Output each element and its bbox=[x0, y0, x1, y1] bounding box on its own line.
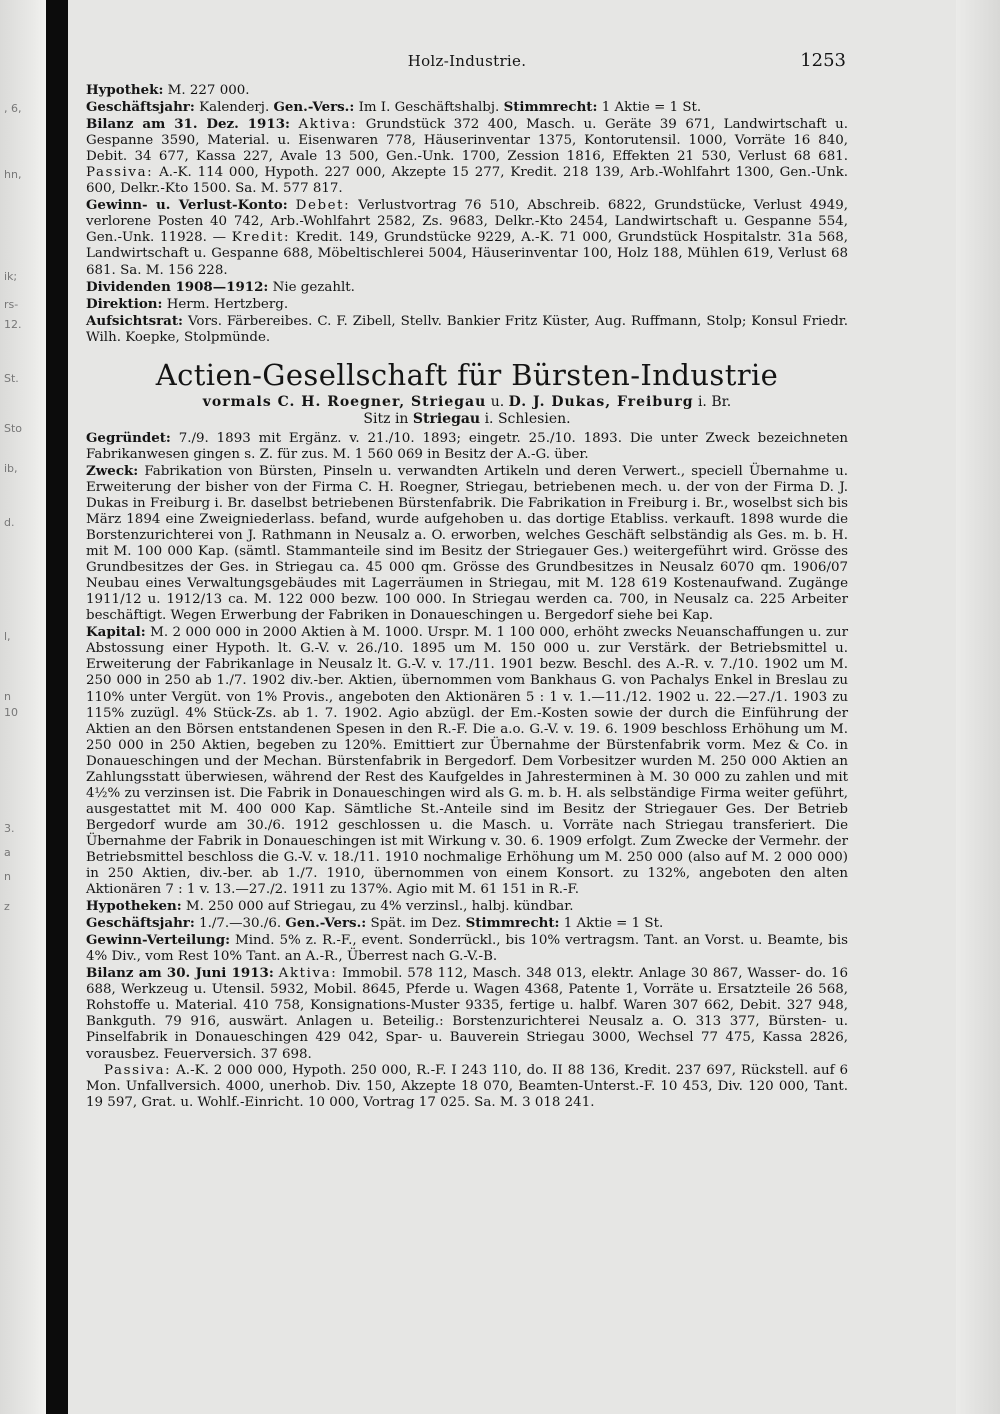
previous-company-entry bbox=[86, 82, 848, 346]
subtitle-dukas: D. J. Dukas, Freiburg bbox=[508, 393, 694, 410]
margin-fragment: , 6, bbox=[4, 102, 22, 115]
aufsichtsrat-label: Aufsichtsrat: bbox=[86, 312, 183, 329]
margin-fragment: St. bbox=[4, 372, 19, 385]
zweck-paragraph bbox=[86, 463, 848, 624]
passiva-word-2: Passiva: bbox=[104, 1062, 172, 1078]
direktion-line bbox=[86, 296, 848, 313]
genvers-label-2: Gen.-Vers.: bbox=[285, 915, 367, 932]
direktion-label: Direktion: bbox=[86, 295, 163, 312]
genvers-text: Im I. Geschäftshalbj. bbox=[358, 100, 500, 116]
zweck-label: Zweck: bbox=[86, 462, 139, 479]
geschaeftsjahr-text-2: 1./7.—30./6. bbox=[199, 916, 282, 932]
left-margin-scrap bbox=[0, 0, 46, 1414]
kapital-label: Kapital: bbox=[86, 624, 146, 641]
geschaeftsjahr-label-2: Geschäftsjahr: bbox=[86, 915, 195, 932]
direktion-text: Herm. Hertzberg. bbox=[166, 296, 289, 312]
margin-fragment: l, bbox=[4, 630, 11, 643]
page-number: 1253 bbox=[800, 50, 846, 71]
passiva-paragraph-2 bbox=[86, 1063, 848, 1111]
hypothek-label: Hypothek: bbox=[86, 82, 164, 98]
aufsichtsrat-text: Vors. Färbereibes. C. F. Zibell, Stellv. Bankier Fritz Küster, Aug. Ruffmann, Stolp; Konsul Friedr. Wilh. Koepke, Stolpmünde. bbox=[86, 313, 848, 345]
stimmrecht-label: Stimmrecht: bbox=[503, 99, 598, 116]
margin-fragment: n bbox=[4, 690, 11, 703]
subtitle-former-names: vormals C. H. Roegner, Striegau bbox=[202, 393, 487, 410]
margin-fragment: 3. bbox=[4, 822, 15, 835]
hypothek-line bbox=[86, 82, 848, 99]
dividenden-text: Nie gezahlt. bbox=[272, 279, 355, 295]
margin-fragment: d. bbox=[4, 516, 15, 529]
bilanz-aktiva-text-2: Immobil. 578 112, Masch. 348 013, elektr. Anlage 30 867, Wasser- do. 16 688, Werkzeug u. Utensil. 5932, Mobil. 8645, Pferde u. Wagen 4368, Patente 1, Vorräte u. Ersatzteile 26 568, Rohstoffe u. Material. 410 758, Konsignations-Muster 9335, fertige u. halbf. Waren 307 662, Debit. 327 948, Bankguth. 79 916, auswärt. Anlagen u. Beteilig.: Borstenzurichterei Neusalz a. O. 313 377, Bürsten- u. Pinselfabrik in Donaueschingen 429 042, Spar- u. Bauverein Striegau 3000, Wechsel 77 475, Kassa 2826, vorausbez. Feuerversich. 37 698. bbox=[86, 966, 848, 1062]
bilanz-label-2: Bilanz am 30. Juni 1913: bbox=[86, 965, 274, 982]
page-content bbox=[72, 52, 862, 1111]
geschaeftsjahr-text: Kalenderj. bbox=[199, 100, 270, 116]
aktiva-word-2: Aktiva: bbox=[278, 966, 338, 982]
binding-gutter bbox=[46, 0, 68, 1414]
section-title: Holz-Industrie. bbox=[407, 52, 527, 70]
bilanz-passiva-text-2: A.-K. 2 000 000, Hypoth. 250 000, R.-F. I 243 110, do. II 88 136, Kredit. 237 697, Rückstell. auf 6 Mon. Unfallversich. 4000, unerhob. Div. 150, Akzepte 18 070, Beamten-Unterst.-F. 10 453, Div. 120 000, Tant. 19 597, Grat. u. Wohlf.-Einricht. 10 000, Vortrag 17 025. Sa. M. 3 018 241. bbox=[86, 1062, 848, 1110]
dividenden-label: Dividenden 1908—1912: bbox=[86, 278, 269, 295]
seat-city: Striegau bbox=[412, 410, 481, 427]
margin-fragment: a bbox=[4, 846, 11, 859]
bilanz-paragraph bbox=[86, 116, 848, 197]
margin-fragment: 12. bbox=[4, 318, 22, 331]
gewinn-verteilung-paragraph bbox=[86, 932, 848, 965]
zweck-text: Fabrikation von Bürsten, Pinseln u. verwandten Artikeln und deren Verwert., speciell Übernahme u. Erweiterung der bisher von der Firma C. H. Roegner, Striegau, betriebenen mech. u. der von der Firma D. J. Dukas in Freiburg i. Br. daselbst betriebenen Bürstenfabrik. Die Fabrikation in Freiburg i. Br., woselbst sich bis März 1894 eine Zweigniederlass. befand, wurde aufgehoben u. das dortige Etabliss. verkauft. 1898 wurde die Borstenzurichterei von J. Rathmann in Neusalz a. O. erworben, welches Geschäft selbständig als Ges. m. b. H. mit M. 100 000 Kap. (sämtl. Stammanteile sind im Besitz der Striegauer Ges.) weitergeführt wird. Grösse des Grundbesitzes der Ges. in Striegau ca. 45 000 qm. Grösse des Grundbesitzes in Neusalz 6070 qm. 1906/07 Neubau eines Verwaltungsgebäudes mit Lagerräumen in Striegau, mit M. 128 619 Kostenaufwand. Zugänge 1911/12 u. 1912/13 ca. M. 122 000 bezw. 100 000. In Striegau werden ca. 700, in Neusalz ca. 225 Arbeiter beschäftigt. Wegen Erwerbung der Fabriken in Donaueschingen u. Bergedorf siehe bei Kap. bbox=[86, 463, 849, 624]
subtitle-location: i. Br. bbox=[697, 393, 732, 410]
margin-fragment: ib, bbox=[4, 462, 18, 475]
gegruendet-label: Gegründet: bbox=[86, 429, 171, 446]
guv-debet-text: Verlustvortrag 76 510, Abschreib. 6822, Grundstücke, Verlust 4949, verlorene Posten 40 742, Arb.-Wohlfahrt 2582, Zs. 9683, Delkr.-Kto 2454, Landwirtschaft u. Gespanne 554, Gen.-Unk. 11928. — bbox=[86, 198, 848, 246]
geschaeftsjahr-label: Geschäftsjahr: bbox=[86, 99, 195, 116]
genvers-text-2: Spät. im Dez. bbox=[370, 916, 462, 932]
guv-label: Gewinn- u. Verlust-Konto: bbox=[86, 197, 288, 214]
aufsichtsrat-line bbox=[86, 313, 848, 346]
debet-word: Debet: bbox=[295, 198, 351, 214]
seat-suffix: i. Schlesien. bbox=[484, 410, 571, 427]
kredit-word: Kredit: bbox=[231, 230, 291, 246]
company-heading: Actien-Gesellschaft für Bürsten-Industrie bbox=[155, 357, 779, 392]
right-page-edge bbox=[956, 0, 1000, 1414]
guv-paragraph bbox=[86, 197, 848, 278]
company-seat bbox=[72, 411, 862, 428]
company-entry bbox=[86, 430, 848, 1111]
gegruendet-paragraph bbox=[86, 430, 848, 463]
bilanz-paragraph-2 bbox=[86, 965, 848, 1062]
aktiva-word: Aktiva: bbox=[298, 117, 358, 133]
bilanz-passiva-text: A.-K. 114 000, Hypoth. 227 000, Akzepte 15 277, Kredit. 218 139, Arb.-Wohlfahrt 1300, Gen.-Unk. 600, Delkr.-Kto 1500. Sa. M. 577 817. bbox=[86, 165, 848, 197]
hypotheken-line bbox=[86, 898, 848, 915]
gegruendet-text: 7./9. 1893 mit Ergänz. v. 21./10. 1893; eingetr. 25./10. 1893. Die unter Zweck bezeichneten Fabrikanwesen gingen s. Z. für zus. M. 1 560 069 in Besitz der A.-G. über. bbox=[86, 430, 848, 462]
hypotheken-text: M. 250 000 auf Striegau, zu 4% verzinsl., halbj. kündbar. bbox=[185, 899, 574, 915]
gewinn-verteilung-label: Gewinn-Verteilung: bbox=[86, 932, 231, 949]
genvers-label: Gen.-Vers.: bbox=[273, 99, 355, 116]
guv-kredit-text: Kredit. 149, Grundstücke 9229, A.-K. 71 000, Grundstück Hospitalstr. 31a 568, Landwirtschaft u. Gespanne 688, Möbeltischlerei 5004, Häuserinventar 100, Holz 188, Mühlen 619, Verlust 68 681. Sa. M. 156 228. bbox=[86, 230, 848, 278]
stimmrecht-text: 1 Aktie = 1 St. bbox=[601, 100, 702, 116]
margin-fragment: rs- bbox=[4, 298, 19, 311]
passiva-word: Passiva: bbox=[86, 165, 154, 181]
running-header bbox=[72, 52, 862, 82]
margin-fragment: 10 bbox=[4, 706, 18, 719]
kapital-paragraph bbox=[86, 624, 848, 898]
margin-fragment: n bbox=[4, 870, 11, 883]
margin-fragment: Sto bbox=[4, 422, 23, 435]
hypothek-text: M. 227 000. bbox=[167, 83, 250, 98]
stimmrecht-label-2: Stimmrecht: bbox=[465, 915, 560, 932]
subtitle-and: u. bbox=[490, 393, 505, 410]
bilanz-label: Bilanz am 31. Dez. 1913: bbox=[86, 116, 290, 133]
stimmrecht-text-2: 1 Aktie = 1 St. bbox=[563, 916, 664, 932]
gewinn-verteilung-text: Mind. 5% z. R.-F., event. Sonderrückl., bis 10% vertragsm. Tant. an Vorst. u. Beamte, bis 4% Div., vom Rest 10% Tant. an A.-R., Überrest nach G.-V.-B. bbox=[86, 933, 848, 965]
geschaeftsjahr-line-2 bbox=[86, 915, 848, 932]
seat-prefix: Sitz in bbox=[363, 410, 409, 427]
margin-fragment: ik; bbox=[4, 270, 18, 283]
dividenden-line bbox=[86, 279, 848, 296]
margin-fragment: z bbox=[4, 900, 10, 913]
kapital-text: M. 2 000 000 in 2000 Aktien à M. 1000. Urspr. M. 1 100 000, erhöht zwecks Neuanschaffungen u. zur Abstossung einer Hypoth. lt. G.-V. v. 26./10. 1895 um M. 150 000 u. zur Verstärk. der Betriebsmittel u. Erweiterung der Fabrikanlage in Neusalz lt. G.-V. v. 17./11. 1901 bezw. Beschl. des A.-R. v. 7./10. 1902 um M. 250 000 in 250 ab 1./7. 1902 div.-ber. Aktien, übernommen vom Bankhaus G. von Pachalys Enkel in Breslau zu 110% unter Vergüt. von 1% Provis., angeboten den Aktionären 5 : 1 v. 1.—11./12. 1902 u. 22.—27./1. 1903 zu 115% zuzügl. 4% Stück-Zs. ab 1. 7. 1902. Agio abzügl. der Em.-Kosten sowie der durch die Einführung der Aktien an den Börsen entstandenen Spesen in den R.-F. Die a.o. G.-V. v. 19. 6. 1909 beschloss Erhöhung um M. 250 000 in 250 Aktien, begeben zu 120%. Emittiert zur Übernahme der Bürstenfabrik vorm. Mez & Co. in Donaueschingen und der Mechan. Bürstenfabrik in Bergedorf. Dem Vorbesitzer wurden M. 250 000 Aktien an Zahlungsstatt überwiesen, während der Rest des Kaufgeldes in Jahresterminen à M. 30 000 zu zahlen und mit 4½% zu verzinsen ist. Die Fabrik in Donaueschingen wird als G. m. b. H. als selbständige Firma weiter geführt, ausgestattet mit M. 400 000 Kap. Sämtliche St.-Anteile sind im Besitz der Striegauer Ges. Der Betrieb Bergedorf wurde am 30./6. 1912 geschlossen u. die Masch. u. Vorräte nach Striegau transferiert. Die Übernahme der Fabrik in Donaueschingen ist mit Wirkung v. 30. 6. 1909 erfolgt. Zum Zwecke der Vermehr. der Betriebsmittel beschloss die G.-V. v. 18./11. 1910 nochmalige Erhöhung um M. 250 000 (also auf M. 2 000 000) in 250 Aktien, div.-ber. ab 1./7. 1910, übernommen von einem Konsort. zu 132%, angeboten den alten Aktionären 7 : 1 v. 13.—27./2. 1911 zu 137%. Agio mit M. 61 151 in R.-F. bbox=[86, 625, 848, 898]
bilanz-aktiva-text: Grundstück 372 400, Masch. u. Geräte 39 671, Landwirtschaft u. Gespanne 3590, Material. u. Eisenwaren 778, Häuserinventar 1375, Kontorutensil. 1000, Vorräte 16 840, Debit. 34 677, Kassa 227, Avale 13 500, Gen.-Unk. 1700, Zession 1816, Effekten 21 530, Verlust 68 681. bbox=[86, 117, 848, 165]
company-subtitle bbox=[72, 394, 862, 411]
margin-fragment: hn, bbox=[4, 168, 22, 181]
geschaeftsjahr-line bbox=[86, 99, 848, 116]
hypotheken-label: Hypotheken: bbox=[86, 898, 182, 915]
